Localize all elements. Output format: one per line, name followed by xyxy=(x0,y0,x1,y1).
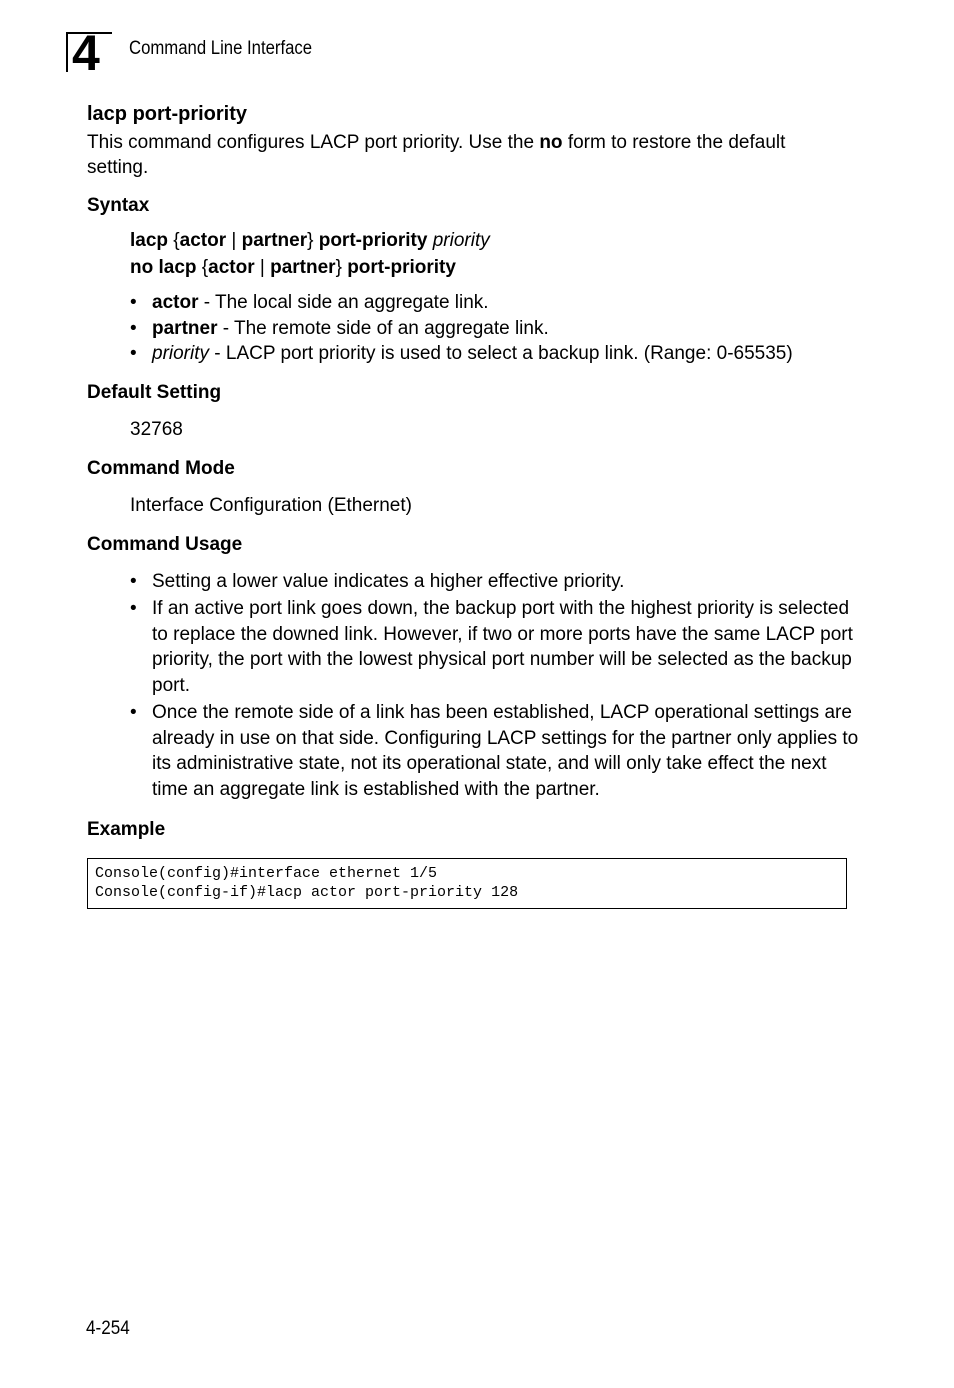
syntax-separator: | xyxy=(254,257,271,278)
usage-text: Once the remote side of a link has been established, LACP operational settings are already in use on that side. Configuring LACP settings for the partner only applies to its administrative state, not its operational state, and will only take effect the next time an aggregate link is established with the partner. xyxy=(152,702,859,800)
syntax-lacp: lacp xyxy=(130,230,169,251)
running-header: Command Line Interface xyxy=(129,38,313,59)
bullet-icon: • xyxy=(130,343,137,364)
default-setting-heading: Default Setting xyxy=(87,381,222,403)
bullet-icon: • xyxy=(130,292,137,313)
page-number: 4-254 xyxy=(86,1318,130,1339)
example-code-block xyxy=(87,858,847,909)
chapter-marker xyxy=(66,25,112,81)
param-desc: - The remote side of an aggregate link. xyxy=(217,317,549,339)
list-item xyxy=(130,596,860,698)
syntax-parameter-list xyxy=(87,290,857,367)
bullet-icon: • xyxy=(130,598,137,619)
code-line: Console(config)#interface ethernet 1/5 xyxy=(95,865,438,882)
command-title: lacp port-priority xyxy=(87,103,248,125)
description-text-2: form to restore the default setting. xyxy=(87,132,786,178)
syntax-keyword: port-priority xyxy=(347,257,456,278)
syntax-brace-open: { xyxy=(196,257,209,278)
list-item xyxy=(130,569,860,595)
syntax-partner: partner xyxy=(241,230,308,251)
command-usage-list xyxy=(87,569,860,803)
syntax-brace-close: } xyxy=(335,257,348,278)
param-desc: - The local side an aggregate link. xyxy=(198,292,489,313)
syntax-actor: actor xyxy=(208,257,255,278)
chapter-number: 4 xyxy=(72,25,98,81)
syntax-actor: actor xyxy=(179,230,227,251)
bullet-icon: • xyxy=(130,702,137,723)
bullet-icon: • xyxy=(130,317,137,339)
param-term: partner xyxy=(152,317,218,339)
syntax-param: priority xyxy=(432,230,490,251)
syntax-block xyxy=(130,227,857,281)
param-desc: - LACP port priority is used to select a backup link. (Range: 0-65535) xyxy=(209,343,793,364)
usage-text: If an active port link goes down, the backup port with the highest priority is selected to replace the downed link. However, if two or more ports have the same LACP port priority, the port with the lowest physical port number will be selected as the backup port. xyxy=(152,598,853,696)
syntax-keyword: port-priority xyxy=(318,230,428,251)
syntax-no-lacp: no lacp xyxy=(130,257,197,278)
syntax-partner: partner xyxy=(270,257,336,278)
param-term: priority xyxy=(152,343,210,364)
code-line: Console(config-if)#lacp actor port-priority 128 xyxy=(95,884,519,901)
page-content xyxy=(87,102,857,909)
list-item xyxy=(130,290,857,316)
usage-text: Setting a lower value indicates a higher effective priority. xyxy=(152,570,625,592)
syntax-brace-open: { xyxy=(168,230,180,251)
command-mode-heading: Command Mode xyxy=(87,457,235,479)
syntax-line-2 xyxy=(130,254,857,281)
list-item xyxy=(130,700,860,802)
command-usage-heading: Command Usage xyxy=(87,533,243,555)
param-term: actor xyxy=(152,292,199,313)
syntax-brace-close: } xyxy=(307,230,319,251)
bullet-icon: • xyxy=(130,570,137,592)
syntax-separator: | xyxy=(226,230,242,251)
command-description xyxy=(87,130,847,180)
default-setting-value: 32768 xyxy=(130,418,183,440)
list-item xyxy=(130,316,857,342)
command-mode-value: Interface Configuration (Ethernet) xyxy=(130,494,412,516)
syntax-heading: Syntax xyxy=(87,195,150,216)
description-no-keyword: no xyxy=(539,132,563,153)
list-item xyxy=(130,341,857,367)
syntax-line-1 xyxy=(130,227,857,254)
description-text-1: This command configures LACP port priority. Use the xyxy=(87,132,540,153)
example-heading: Example xyxy=(87,819,166,840)
